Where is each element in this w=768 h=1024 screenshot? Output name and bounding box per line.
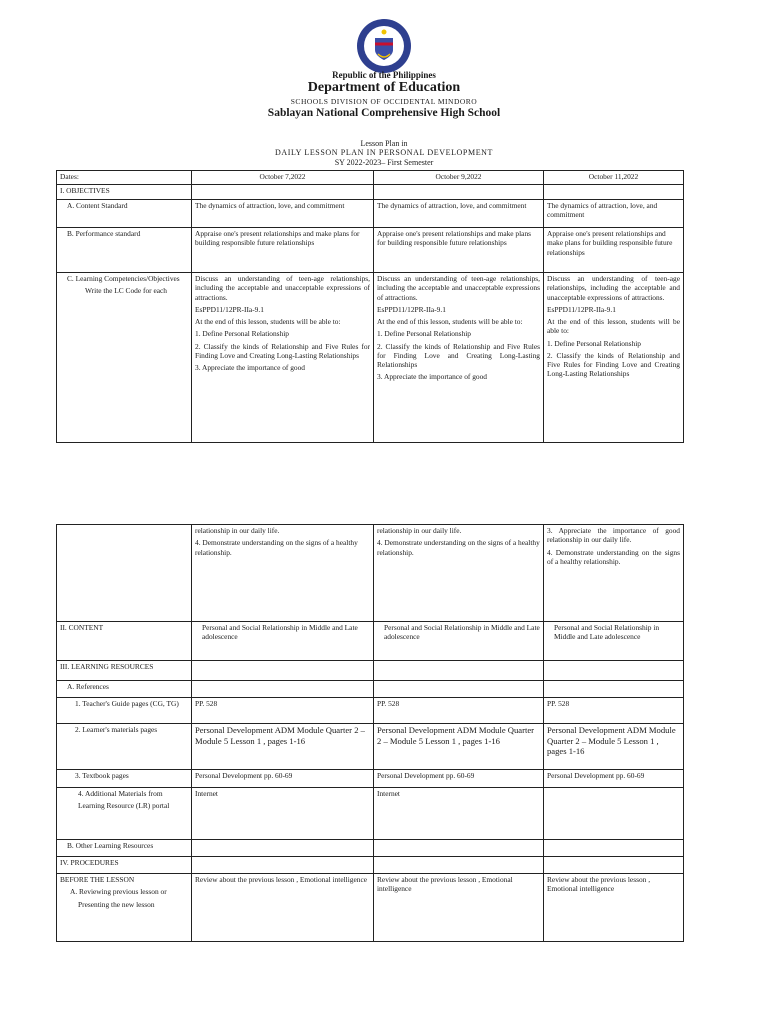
competency-code: EsPPD11/12PR-IIa-9.1 bbox=[195, 304, 264, 314]
competency-intro: At the end of this lesson, students will be able to: bbox=[377, 317, 523, 326]
table-row bbox=[57, 840, 684, 857]
objective-3-full: 3. Appreciate the importance of good relationship in our daily life. bbox=[547, 526, 680, 545]
date-cell: October 11,2022 bbox=[544, 171, 684, 185]
references-label: A. References bbox=[57, 681, 192, 698]
additional-materials-value: Internet bbox=[374, 788, 544, 840]
dates-label: Dates: bbox=[57, 171, 192, 185]
objective-3-part: 3. Appreciate the importance of good bbox=[195, 363, 306, 372]
department-heading: Department of Education bbox=[307, 80, 461, 95]
teachers-guide-value: PP. 528 bbox=[374, 698, 544, 724]
content-text: Personal and Social Relationship in Middle and Late adolescence bbox=[374, 622, 544, 661]
textbook-value: Personal Development pp. 60-69 bbox=[192, 770, 374, 788]
objective-4: 4. Demonstrate understanding on the signs of a healthy relationship. bbox=[377, 538, 540, 557]
competency-discuss: Discuss an understanding of teen-age relationships, including the acceptable and unacceptable expressions of attractions. bbox=[195, 274, 370, 302]
review-text: Review about the previous lesson , Emotional intelligence bbox=[192, 874, 374, 942]
objective-1: 1. Define Personal Relationship bbox=[195, 329, 290, 339]
objective-3-cont: relationship in our daily life. bbox=[195, 526, 280, 535]
presenting-label: Presenting the new lesson bbox=[78, 899, 155, 909]
table-row bbox=[57, 622, 684, 661]
lesson-plan-table-part2 bbox=[56, 524, 684, 942]
performance-standard-text: Appraise one's present relationships and make plans for building responsible future relationships bbox=[192, 228, 374, 273]
teachers-guide-value: PP. 528 bbox=[192, 698, 374, 724]
table-row bbox=[57, 228, 684, 273]
teachers-guide-value: PP. 528 bbox=[544, 698, 684, 724]
table-row bbox=[57, 874, 684, 942]
competencies-cell bbox=[192, 273, 374, 443]
competency-discuss: Discuss an understanding of teen-age relationships, including the acceptable and unacceptable expressions of attractions. bbox=[547, 274, 680, 302]
objective-2: 2. Classify the kinds of Relationship and Five Rules for Finding Love and Creating Long-Lasting Relationships bbox=[377, 341, 540, 369]
content-standard-text: The dynamics of attraction, love, and commitment bbox=[374, 200, 544, 228]
objectives-continued-cell bbox=[374, 525, 544, 622]
objective-3-part: 3. Appreciate the importance of good bbox=[377, 372, 488, 382]
content-standard-text: The dynamics of attraction, love, and commitment bbox=[192, 200, 374, 228]
performance-standard-label: B. Performance standard bbox=[57, 228, 192, 273]
lc-code-note: Write the LC Code for each bbox=[85, 286, 167, 296]
before-lesson-label: BEFORE THE LESSON bbox=[60, 875, 135, 884]
objectives-continued-cell bbox=[544, 525, 684, 622]
procedures-label: IV. PROCEDURES bbox=[57, 857, 192, 874]
table-row bbox=[57, 200, 684, 228]
table-row bbox=[57, 681, 684, 698]
table-row bbox=[57, 525, 684, 622]
teachers-guide-label: 1. Teacher's Guide pages (CG, TG) bbox=[57, 698, 192, 724]
competencies-label: C. Learning Competencies/Objectives bbox=[67, 274, 180, 283]
content-label: II. CONTENT bbox=[57, 622, 192, 661]
objective-4: 4. Demonstrate understanding on the signs of a healthy relationship. bbox=[547, 547, 680, 566]
table-row bbox=[57, 171, 684, 185]
school-year-label: SY 2022-2023– First Semester bbox=[334, 158, 434, 167]
table-row bbox=[57, 273, 684, 443]
objective-2: 2. Classify the kinds of Relationship and Five Rules for Finding Love and Creating Long-Lasting Relationships bbox=[195, 341, 370, 360]
school-heading: Sablayan National Comprehensive High School bbox=[267, 107, 501, 119]
lesson-plan-label: Lesson Plan in bbox=[360, 139, 408, 148]
additional-materials-cell bbox=[57, 788, 192, 840]
textbook-value: Personal Development pp. 60-69 bbox=[374, 770, 544, 788]
objective-4: 4. Demonstrate understanding on the signs of a healthy relationship. bbox=[195, 538, 358, 557]
textbook-value: Personal Development pp. 60-69 bbox=[544, 770, 684, 788]
objective-1: 1. Define Personal Relationship bbox=[377, 329, 472, 339]
performance-standard-text: Appraise one's present relationships and make plans for building responsible future relationships bbox=[374, 228, 544, 273]
lr-portal-label: Learning Resource (LR) portal bbox=[78, 801, 170, 811]
additional-materials-label: 4. Additional Materials from bbox=[78, 789, 163, 798]
content-standard-label: A. Content Standard bbox=[57, 200, 192, 228]
date-cell: October 7,2022 bbox=[192, 171, 374, 185]
other-resources-label: B. Other Learning Resources bbox=[57, 840, 192, 857]
textbook-label: 3. Textbook pages bbox=[57, 770, 192, 788]
competencies-cell bbox=[374, 273, 544, 443]
lesson-plan-table-part1 bbox=[56, 170, 684, 443]
content-text: Personal and Social Relationship in Middle and Late adolescence bbox=[192, 622, 374, 661]
objectives-continued-cell bbox=[192, 525, 374, 622]
table-row bbox=[57, 698, 684, 724]
competency-intro: At the end of this lesson, students will be able to: bbox=[195, 317, 341, 326]
competencies-cell bbox=[544, 273, 684, 443]
table-row bbox=[57, 857, 684, 874]
content-standard-text: The dynamics of attraction, love, and commitment bbox=[544, 200, 684, 228]
objectives-label: I. OBJECTIVES bbox=[57, 185, 192, 200]
daily-lesson-plan-title: DAILY LESSON PLAN IN PERSONAL DEVELOPMENT bbox=[274, 148, 494, 157]
competency-code: EsPPD11/12PR-IIa-9.1 bbox=[547, 304, 616, 314]
content-text: Personal and Social Relationship in Middle and Late adolescence bbox=[544, 622, 684, 661]
competencies-label-cell bbox=[57, 273, 192, 443]
reviewing-label: A. Reviewing previous lesson or bbox=[70, 887, 167, 897]
performance-standard-text: Appraise one's present relationships and make plans for building responsible future relationships bbox=[544, 228, 684, 273]
additional-materials-value: Internet bbox=[192, 788, 374, 840]
table-row bbox=[57, 788, 684, 840]
objective-3-cont: relationship in our daily life. bbox=[377, 526, 462, 535]
table-row bbox=[57, 661, 684, 681]
table-row bbox=[57, 185, 684, 200]
learners-materials-value: Personal Development ADM Module Quarter 2 – Module 5 Lesson 1 , pages 1-16 bbox=[374, 724, 544, 770]
division-heading: SCHOOLS DIVISION OF OCCIDENTAL MINDORO bbox=[290, 97, 478, 106]
competency-intro: At the end of this lesson, students will be able to: bbox=[547, 317, 680, 336]
learners-materials-value: Personal Development ADM Module Quarter 2 – Module 5 Lesson 1 , pages 1-16 bbox=[192, 724, 374, 770]
deped-seal-logo bbox=[356, 18, 412, 74]
learners-materials-value: Personal Development ADM Module Quarter 2 – Module 5 Lesson 1 , pages 1-16 bbox=[544, 724, 684, 770]
republic-heading: Republic of the Philippines bbox=[332, 70, 436, 80]
date-cell: October 9,2022 bbox=[374, 171, 544, 185]
table-row bbox=[57, 770, 684, 788]
objective-2: 2. Classify the kinds of Relationship and Five Rules for Finding Love and Creating Long-Lasting Relationships bbox=[547, 350, 680, 379]
competency-discuss: Discuss an understanding of teen-age relationships, including the acceptable and unacceptable expressions of attractions. bbox=[377, 274, 540, 302]
learners-materials-label: 2. Learner's materials pages bbox=[57, 724, 192, 770]
objective-1: 1. Define Personal Relationship bbox=[547, 338, 642, 348]
before-lesson-cell bbox=[57, 874, 192, 942]
competency-code: EsPPD11/12PR-IIa-9.1 bbox=[377, 304, 446, 314]
review-text: Review about the previous lesson , Emotional intelligence bbox=[374, 874, 544, 942]
table-row bbox=[57, 724, 684, 770]
learning-resources-label: III. LEARNING RESOURCES bbox=[57, 661, 192, 681]
review-text: Review about the previous lesson , Emotional intelligence bbox=[544, 874, 684, 942]
